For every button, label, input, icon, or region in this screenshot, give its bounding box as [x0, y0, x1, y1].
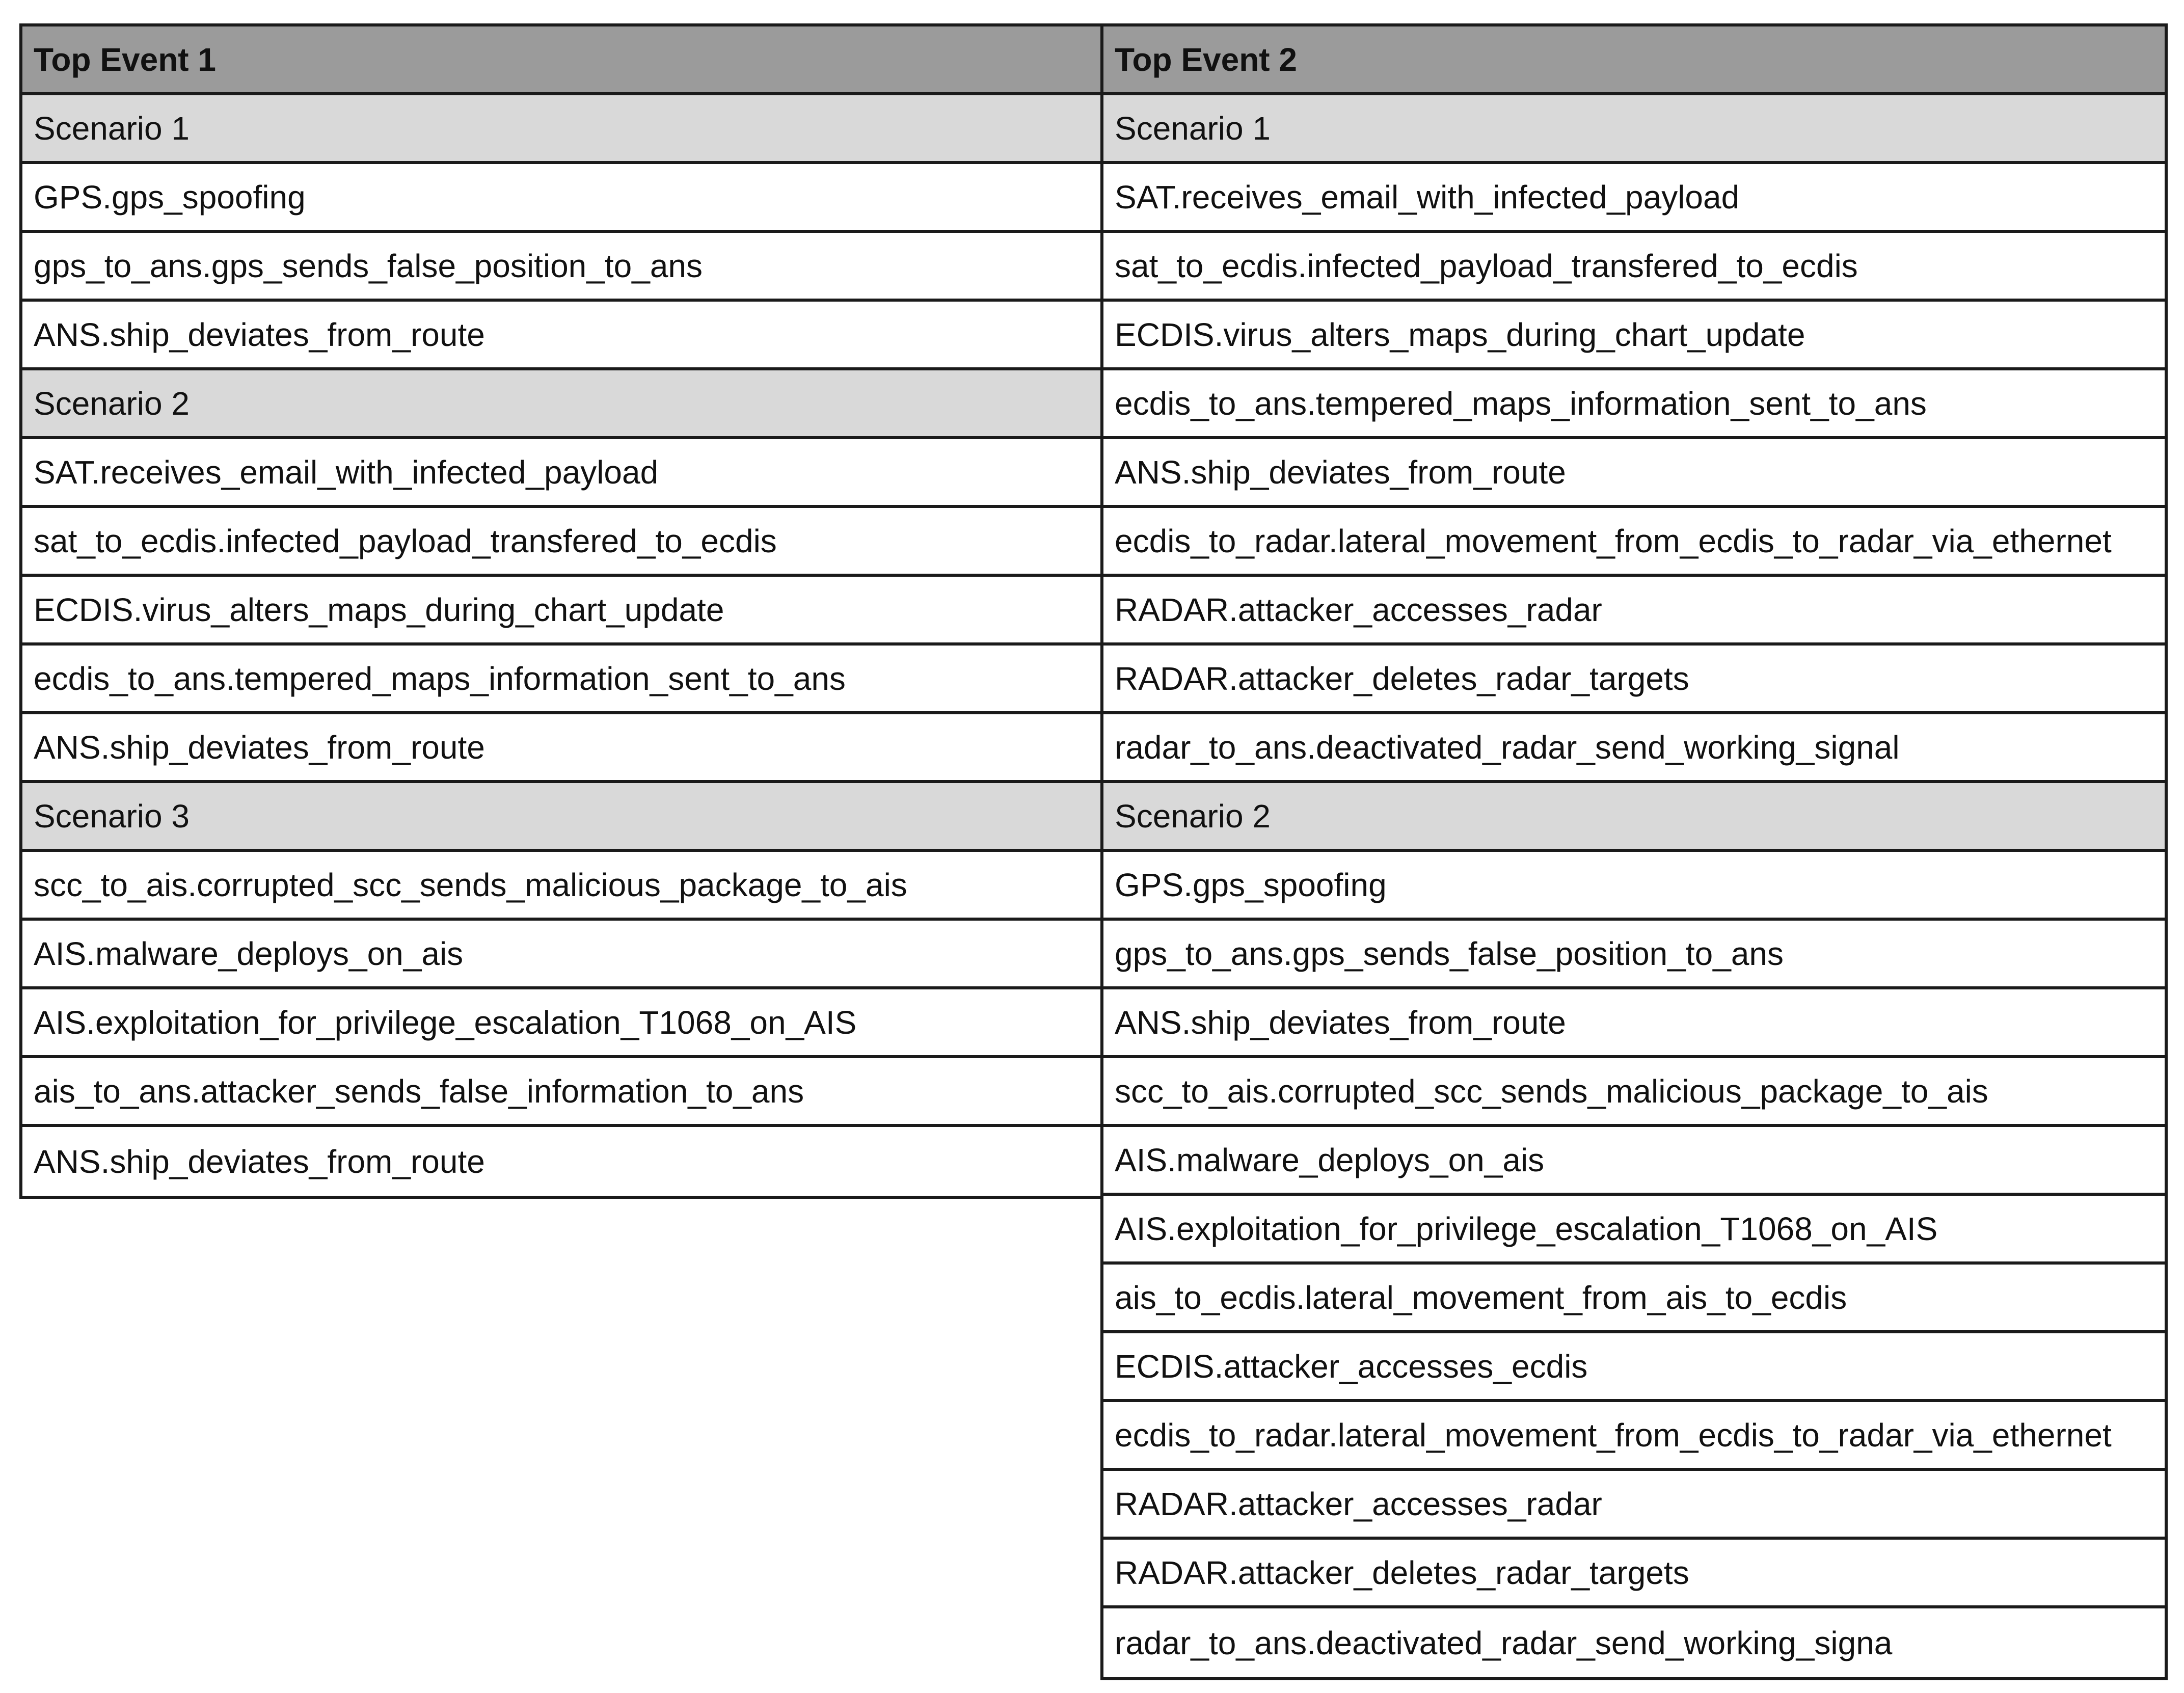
scenario-heading: Scenario 1 [1103, 95, 2165, 164]
event-row: ANS.ship_deviates_from_route [1103, 439, 2165, 508]
event-row: SAT.receives_email_with_infected_payload [22, 439, 1101, 508]
event-row: radar_to_ans.deactivated_radar_send_working_signal [1103, 714, 2165, 783]
event-row: ecdis_to_radar.lateral_movement_from_ecdis_to_radar_via_ethernet [1103, 508, 2165, 577]
event-row: SAT.receives_email_with_infected_payload [1103, 164, 2165, 233]
event-row: scc_to_ais.corrupted_scc_sends_malicious_package_to_ais [22, 852, 1101, 921]
event-row: AIS.malware_deploys_on_ais [1103, 1127, 2165, 1196]
column-header: Top Event 2 [1103, 26, 2165, 95]
event-row: ecdis_to_radar.lateral_movement_from_ecdis_to_radar_via_ethernet [1103, 1402, 2165, 1471]
event-row: ecdis_to_ans.tempered_maps_information_sent_to_ans [22, 646, 1101, 714]
event-row: RADAR.attacker_deletes_radar_targets [1103, 1540, 2165, 1608]
event-row: ecdis_to_ans.tempered_maps_information_sent_to_ans [1103, 370, 2165, 439]
event-row: ECDIS.virus_alters_maps_during_chart_update [22, 577, 1101, 646]
event-row: AIS.exploitation_for_privilege_escalation_T1068_on_AIS [22, 989, 1101, 1058]
event-row: RADAR.attacker_accesses_radar [1103, 577, 2165, 646]
event-row: RADAR.attacker_accesses_radar [1103, 1471, 2165, 1540]
scenario-heading: Scenario 2 [22, 370, 1101, 439]
event-row: ANS.ship_deviates_from_route [22, 714, 1101, 783]
scenario-heading: Scenario 1 [22, 95, 1101, 164]
column-header: Top Event 1 [22, 26, 1101, 95]
event-row: ANS.ship_deviates_from_route [22, 1127, 1101, 1196]
event-row: ais_to_ecdis.lateral_movement_from_ais_to_ecdis [1103, 1265, 2165, 1333]
event-row: RADAR.attacker_deletes_radar_targets [1103, 646, 2165, 714]
event-row: radar_to_ans.deactivated_radar_send_working_signa [1103, 1608, 2165, 1677]
event-row: gps_to_ans.gps_sends_false_position_to_ans [1103, 921, 2165, 989]
event-row: sat_to_ecdis.infected_payload_transfered_to_ecdis [1103, 233, 2165, 302]
scenario-heading: Scenario 3 [22, 783, 1101, 852]
event-row: gps_to_ans.gps_sends_false_position_to_ans [22, 233, 1101, 302]
event-row: AIS.malware_deploys_on_ais [22, 921, 1101, 989]
top-event-2-column [1100, 23, 2168, 1680]
event-row: sat_to_ecdis.infected_payload_transfered_to_ecdis [22, 508, 1101, 577]
event-row: scc_to_ais.corrupted_scc_sends_malicious_package_to_ais [1103, 1058, 2165, 1127]
event-row: ECDIS.attacker_accesses_ecdis [1103, 1333, 2165, 1402]
event-row: ais_to_ans.attacker_sends_false_information_to_ans [22, 1058, 1101, 1127]
event-row: GPS.gps_spoofing [1103, 852, 2165, 921]
scenario-heading: Scenario 2 [1103, 783, 2165, 852]
event-row: GPS.gps_spoofing [22, 164, 1101, 233]
event-row: AIS.exploitation_for_privilege_escalation_T1068_on_AIS [1103, 1196, 2165, 1265]
event-row: ECDIS.virus_alters_maps_during_chart_update [1103, 302, 2165, 370]
top-event-1-column [19, 23, 1104, 1199]
event-row: ANS.ship_deviates_from_route [1103, 989, 2165, 1058]
event-row: ANS.ship_deviates_from_route [22, 302, 1101, 370]
